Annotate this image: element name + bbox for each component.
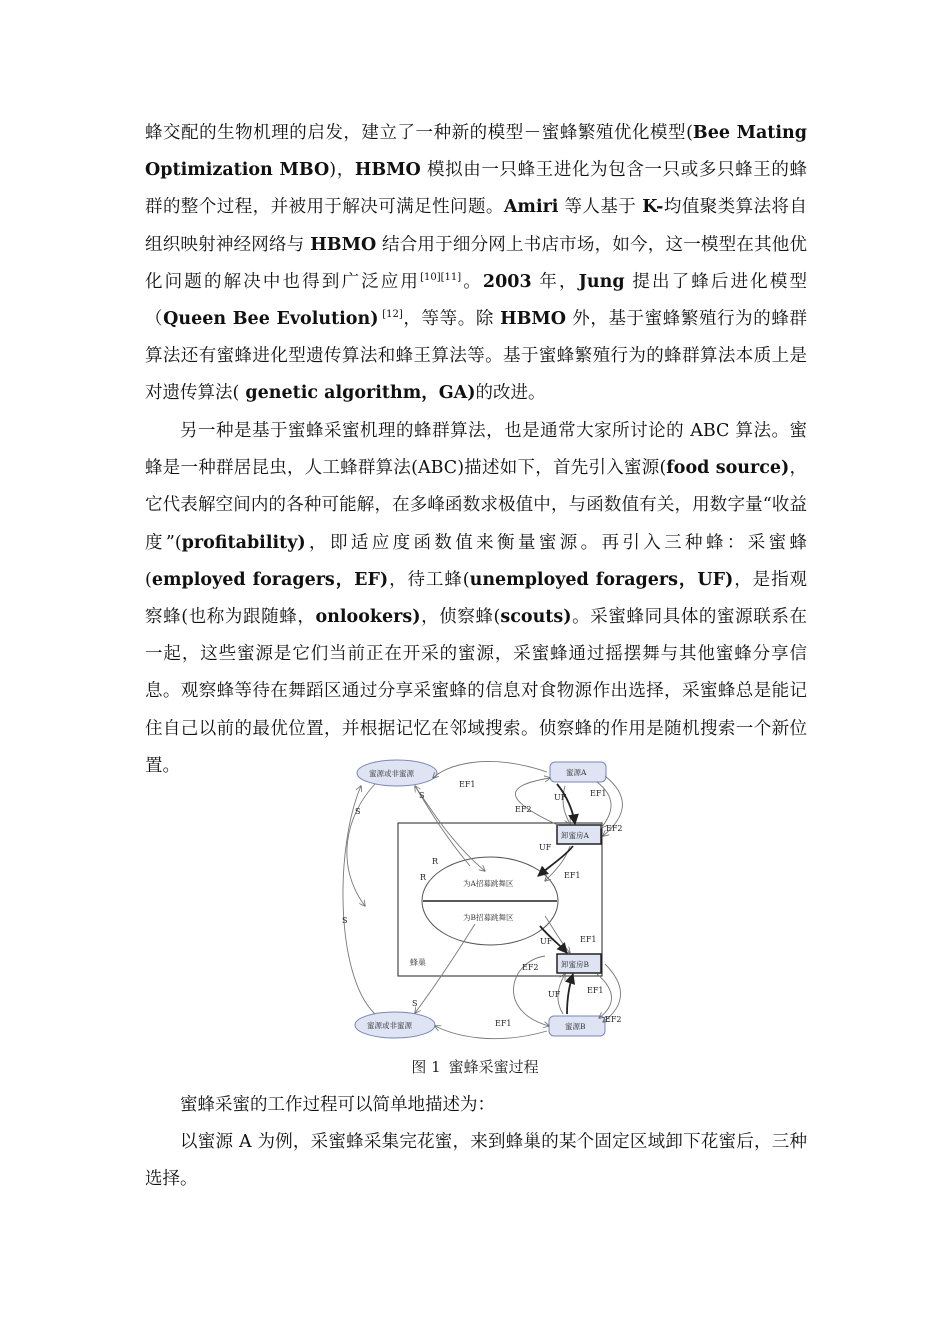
text: HBMO	[500, 309, 567, 330]
text: ，是指观察蜂(也称为跟随蜂，	[145, 569, 807, 628]
label-s: S	[342, 916, 348, 925]
text: 2003	[482, 271, 532, 292]
label-ef1: EF1	[590, 789, 607, 798]
text: ABC	[417, 458, 458, 479]
text: food source)	[666, 458, 790, 479]
source-a-label: 蜜源A	[566, 768, 587, 777]
text: 为例，采蜜蜂采集完花蜜，来到蜂巢的某个固定区域卸下花蜜后，三种选择。	[145, 1132, 807, 1190]
text: 以蜜源	[180, 1132, 240, 1152]
text: Bee Mating Optimization MBO	[145, 123, 807, 181]
text: 年，	[531, 271, 579, 292]
caption-number: 图 1	[411, 1058, 441, 1076]
label-ef1: EF1	[564, 871, 581, 880]
text: onlookers)	[315, 607, 421, 628]
source-b-label: 蜜源B	[565, 1022, 586, 1031]
label-ef1: EF1	[459, 780, 476, 789]
dance-b-label: 为B招募跳舞区	[463, 913, 514, 922]
diagram-arrows	[343, 761, 622, 1038]
text: K-	[642, 197, 664, 218]
citation: [12]	[378, 309, 403, 321]
text: 提出了蜂后进化模型（	[145, 271, 808, 330]
figure-foraging-diagram	[335, 756, 635, 1046]
text: profitability)	[181, 532, 306, 553]
text: 蜂交配的生物机理的启发，建立了一种新的模型－蜜蜂繁殖优化模型(	[145, 123, 693, 143]
label-ef2: EF2	[606, 824, 623, 833]
text: HBMO	[354, 160, 421, 181]
text: 均值聚类算法将自组织映射神经网络与	[145, 197, 807, 255]
label-s: S	[412, 999, 418, 1008]
text: Queen Bee Evolution)	[163, 309, 379, 330]
text: 。采蜜蜂同具体的蜜源联系在一起，这些蜜源是它们当前正在开采的蜜源，采蜜蜂通过摇摆舞与其他蜜蜂分享信息。观察蜂等待在舞蹈区通过分享采蜜蜂的信息对食物源作出选择，采蜜蜂总是能记住自己以前的最优位置，并根据记忆在邻域搜索。侦察蜂的作用是随机搜索一个新位置。	[145, 607, 808, 776]
dance-a-label: 为A招募跳舞区	[463, 879, 514, 888]
text: ABC	[690, 421, 730, 441]
label-ef2: EF2	[605, 1015, 622, 1024]
text: unemployed foragers，UF)	[469, 569, 734, 590]
text: 模拟由一只蜂王进化为包含一只或多只蜂王的蜂群的整个过程，并被用于解决可满足性问题。	[145, 160, 808, 218]
label-s: S	[419, 791, 425, 800]
text: ，即适应度函数值来衡量蜜源。再引入三种蜂：采蜜蜂(	[145, 532, 808, 590]
label-uf: UF	[540, 937, 553, 946]
unload-b-label: 卸蜜房B	[561, 960, 590, 969]
text: Amiri	[503, 197, 559, 218]
label-uf: UF	[548, 990, 561, 999]
text: A	[239, 1132, 252, 1152]
text: )，	[329, 160, 355, 181]
label-uf: UF	[554, 793, 567, 802]
text: ，待工蜂(	[388, 569, 470, 590]
label-ef2: EF2	[522, 963, 539, 972]
source-top-left-label: 蜜源或非蜜源	[369, 769, 414, 778]
text: employed foragers，EF)	[151, 569, 389, 590]
text: 。	[461, 271, 483, 292]
text: )描述如下，首先引入蜜源(	[457, 458, 667, 479]
edge-labels	[342, 780, 622, 1028]
text: 的改进。	[475, 383, 546, 404]
text: 等人基于	[558, 197, 643, 218]
label-s: S	[355, 807, 361, 816]
unload-a-label: 卸蜜房A	[561, 831, 589, 840]
hive-box	[398, 823, 602, 976]
label-uf: UF	[539, 843, 552, 852]
caption-title: 蜜蜂采蜜过程	[448, 1058, 539, 1076]
text: ，侦察蜂(	[420, 607, 501, 628]
text: ，它代表解空间内的各种可能解，在多峰函数求极值中，与函数值有关，用数字量“收益度”(	[145, 458, 808, 553]
paragraph-hbmo	[145, 115, 807, 413]
label-ef2: EF2	[515, 805, 532, 814]
figure-caption	[0, 1056, 950, 1077]
citation: [10][11]	[420, 271, 462, 283]
paragraph-abc	[145, 413, 807, 785]
hive-label: 蜂巢	[410, 958, 426, 967]
paragraph-source-a	[145, 1124, 807, 1198]
diagram-svg	[335, 756, 635, 1046]
text: 另一种是基于蜜蜂采蜜机理的蜂群算法，也是通常大家所讨论的	[180, 421, 691, 441]
text: genetic algorithm，GA)	[239, 383, 476, 404]
label-ef1: EF1	[495, 1019, 512, 1028]
paragraph-process-intro: 蜜蜂采蜜的工作过程可以简单地描述为：	[180, 1095, 495, 1115]
text: 外，基于蜜蜂繁殖行为的蜂群算法还有蜜蜂进化型遗传算法和蜂王算法等。基于蜜蜂繁殖行为的蜂群算法本质上是对遗传算法(	[145, 309, 807, 404]
label-ef1: EF1	[587, 986, 604, 995]
text: ，等等。除	[402, 309, 501, 330]
source-bottom-left-label: 蜜源或非蜜源	[367, 1021, 412, 1030]
label-ef1: EF1	[580, 935, 597, 944]
text: 算法。蜜蜂是一种群居昆虫，人工蜂群算法(	[145, 421, 808, 479]
label-r: R	[420, 873, 427, 882]
text: Jung	[578, 271, 625, 292]
text: 结合用于细分网上书店市场，如今，这一模型在其他优化问题的解决中也得到广泛应用	[145, 234, 808, 292]
label-r: R	[432, 857, 439, 866]
text: scouts)	[500, 607, 572, 628]
text: HBMO	[310, 234, 377, 255]
